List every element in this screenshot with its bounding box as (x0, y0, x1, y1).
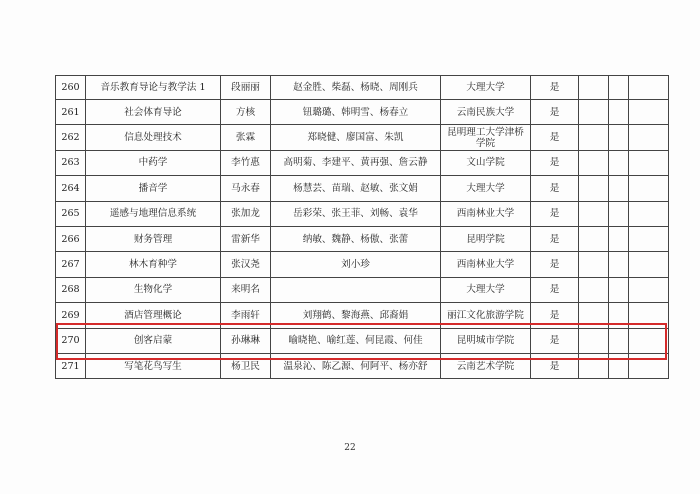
status-flag: 是 (531, 100, 579, 125)
school-name: 大理大学 (441, 76, 531, 100)
school-name: 云南艺术学院 (441, 353, 531, 378)
empty-cell (609, 100, 629, 125)
team-members: 纳敏、魏静、杨傲、张蕾 (271, 226, 441, 251)
school-name: 西南林业大学 (441, 201, 531, 226)
table-row (56, 76, 669, 100)
school-name: 云南民族大学 (441, 100, 531, 125)
empty-cell (579, 176, 609, 201)
course-lead: 张加龙 (221, 201, 271, 226)
course-lead: 李竹惠 (221, 150, 271, 175)
school-name: 西南林业大学 (441, 252, 531, 277)
team-members: 杨慧芸、苗瑞、赵敏、张文娟 (271, 176, 441, 201)
row-number: 260 (56, 76, 86, 100)
row-number: 262 (56, 125, 86, 150)
empty-cell (579, 277, 609, 302)
table-row (56, 252, 669, 277)
row-number: 264 (56, 176, 86, 201)
empty-cell (609, 353, 629, 378)
course-name: 音乐教育导论与教学法 1 (86, 76, 221, 100)
table-row (56, 100, 669, 125)
empty-cell (629, 125, 669, 150)
status-flag: 是 (531, 176, 579, 201)
course-name: 生物化学 (86, 277, 221, 302)
empty-cell (629, 328, 669, 353)
empty-cell (609, 328, 629, 353)
row-number: 266 (56, 226, 86, 251)
school-name: 丽江文化旅游学院 (441, 303, 531, 328)
table-row (56, 353, 669, 378)
empty-cell (609, 201, 629, 226)
team-members: 刘翔鹤、黎海燕、邱裔娟 (271, 303, 441, 328)
empty-cell (609, 176, 629, 201)
empty-cell (579, 100, 609, 125)
empty-cell (609, 303, 629, 328)
course-lead: 方核 (221, 100, 271, 125)
table-row (56, 150, 669, 175)
empty-cell (629, 353, 669, 378)
course-name: 林木育种学 (86, 252, 221, 277)
row-number: 261 (56, 100, 86, 125)
team-members: 刘小珍 (271, 252, 441, 277)
table-row (56, 201, 669, 226)
row-number: 263 (56, 150, 86, 175)
table-row (56, 125, 669, 150)
empty-cell (609, 226, 629, 251)
team-members: 温泉沁、陈乙源、何阿平、杨亦舒 (271, 353, 441, 378)
empty-cell (609, 76, 629, 100)
empty-cell (609, 252, 629, 277)
table-row (56, 176, 669, 201)
status-flag: 是 (531, 201, 579, 226)
table-row (56, 328, 669, 353)
empty-cell (629, 303, 669, 328)
team-members: 岳彩荣、张王菲、刘畅、袁华 (271, 201, 441, 226)
row-number: 269 (56, 303, 86, 328)
course-lead: 来明名 (221, 277, 271, 302)
empty-cell (579, 201, 609, 226)
course-lead: 杨卫民 (221, 353, 271, 378)
school-name: 昆明城市学院 (441, 328, 531, 353)
course-name: 写笔花鸟写生 (86, 353, 221, 378)
status-flag: 是 (531, 328, 579, 353)
empty-cell (629, 277, 669, 302)
row-number: 265 (56, 201, 86, 226)
course-name: 信息处理技术 (86, 125, 221, 150)
empty-cell (629, 150, 669, 175)
course-name: 播音学 (86, 176, 221, 201)
course-lead: 张汉尧 (221, 252, 271, 277)
empty-cell (579, 303, 609, 328)
empty-cell (609, 150, 629, 175)
course-lead: 孙琳琳 (221, 328, 271, 353)
status-flag: 是 (531, 76, 579, 100)
empty-cell (579, 328, 609, 353)
course-lead: 段丽丽 (221, 76, 271, 100)
empty-cell (609, 277, 629, 302)
status-flag: 是 (531, 125, 579, 150)
school-name: 昆明理工大学津桥学院 (441, 125, 531, 150)
empty-cell (579, 353, 609, 378)
school-name: 昆明学院 (441, 226, 531, 251)
course-lead: 雷新华 (221, 226, 271, 251)
empty-cell (579, 76, 609, 100)
school-name: 文山学院 (441, 150, 531, 175)
status-flag: 是 (531, 353, 579, 378)
status-flag: 是 (531, 226, 579, 251)
status-flag: 是 (531, 303, 579, 328)
empty-cell (629, 176, 669, 201)
course-lead: 马永春 (221, 176, 271, 201)
table-row (56, 226, 669, 251)
course-lead: 李雨轩 (221, 303, 271, 328)
team-members: 郑晓健、廖国富、朱凯 (271, 125, 441, 150)
course-table (55, 75, 669, 379)
row-number: 268 (56, 277, 86, 302)
empty-cell (609, 125, 629, 150)
course-name: 酒店管理概论 (86, 303, 221, 328)
empty-cell (579, 125, 609, 150)
table-row-highlighted (56, 303, 669, 328)
empty-cell (629, 100, 669, 125)
empty-cell (579, 150, 609, 175)
empty-cell (629, 76, 669, 100)
team-members (271, 277, 441, 302)
row-number: 271 (56, 353, 86, 378)
team-members: 钮璐璐、韩明雪、杨春立 (271, 100, 441, 125)
course-lead: 张霖 (221, 125, 271, 150)
course-name: 遥感与地理信息系统 (86, 201, 221, 226)
table-row (56, 277, 669, 302)
team-members: 高明菊、李建平、黄再强、詹云静 (271, 150, 441, 175)
school-name: 大理大学 (441, 277, 531, 302)
team-members: 喻晓艳、喻红莲、何昆霞、何佳 (271, 328, 441, 353)
status-flag: 是 (531, 252, 579, 277)
empty-cell (629, 201, 669, 226)
row-number: 267 (56, 252, 86, 277)
course-name: 财务管理 (86, 226, 221, 251)
empty-cell (629, 226, 669, 251)
empty-cell (629, 252, 669, 277)
empty-cell (579, 226, 609, 251)
course-name: 社会体育导论 (86, 100, 221, 125)
status-flag: 是 (531, 277, 579, 302)
row-number: 270 (56, 328, 86, 353)
status-flag: 是 (531, 150, 579, 175)
course-name: 中药学 (86, 150, 221, 175)
page-number: 22 (344, 443, 356, 453)
empty-cell (579, 252, 609, 277)
team-members: 赵金胜、柴磊、杨晓、周刚兵 (271, 76, 441, 100)
school-name: 大理大学 (441, 176, 531, 201)
course-name: 创客启蒙 (86, 328, 221, 353)
